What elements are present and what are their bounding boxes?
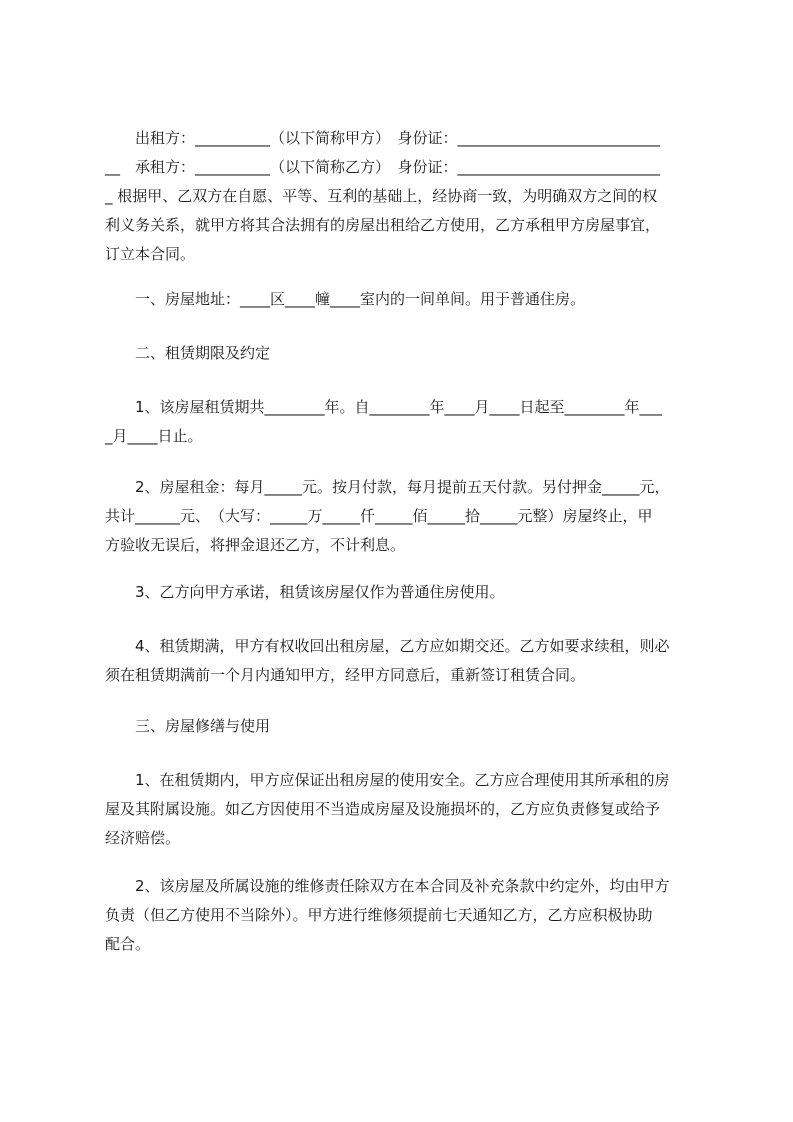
text-line: 三、房屋修缮与使用 [105,717,271,735]
text-line: 1、该房屋租赁期共________年。自________年____月____日起至________年___ [105,398,663,416]
text-line: _ 根据甲、乙双方在自愿、平等、互利的基础上，经协商一致，为明确双方之间的权 [105,187,658,205]
text-line: __ 承租方：__________（以下简称乙方） 身份证：___________________________ [105,158,661,176]
clause-2-3 [105,578,705,607]
clause-2-4 [105,632,705,690]
clause-3-2 [105,872,705,959]
text-line: 1、在租赁期内，甲方应保证出租房屋的使用安全。乙方应合理使用其所承租的房 [105,771,670,789]
text-line: 须在租赁期满前一个月内通知甲方，经甲方同意后，重新签订租赁合同。 [105,666,586,684]
clause-2-2 [105,473,705,560]
intro-paragraph [105,124,705,269]
text-line: 4、租赁期满，甲方有权收回出租房屋，乙方应如期交还。乙方如要求续租，则必 [105,637,670,655]
text-line: 二、租赁期限及约定 [105,344,271,362]
clause-2-1 [105,393,705,451]
text-line: 3、乙方向甲方承诺，租赁该房屋仅作为普通住房使用。 [105,583,505,601]
text-line: 利义务关系，就甲方将其合法拥有的房屋出租给乙方使用，乙方承租甲方房屋事宜， [105,216,661,234]
text-line: 出租方：__________（以下简称甲方） 身份证：___________________________ [105,129,661,147]
text-line: 负责（但乙方使用不当除外）。甲方进行维修须提前七天通知乙方，乙方应积极协助 [105,906,653,924]
text-line: 方验收无误后，将押金退还乙方，不计利息。 [105,536,406,554]
text-line: 订立本合同。 [105,245,196,263]
text-line: 一、房屋地址：____区____幢____室内的一间单间。用于普通住房。 [105,290,586,308]
section-2-heading [105,339,705,368]
section-3-heading [105,712,705,741]
clause-3-1 [105,766,705,853]
text-line: 2、该房屋及所属设施的维修责任除双方在本合同及补充条款中约定外，均由甲方 [105,877,670,895]
text-line: 共计______元、 （大写：_____万_____仟_____佰_____拾_____元整）房屋终止，甲 [105,507,653,525]
text-line: 配合。 [105,935,151,953]
section-1-address [105,285,705,314]
text-line: 屋及其附属设施。如乙方因使用不当造成房屋及设施损坏的，乙方应负责修复或给予 [105,800,661,818]
text-line: 2、房屋租金：每月_____元。按月付款，每月提前五天付款。另付押金_____元， [105,478,670,496]
text-line: _月____日止。 [105,427,203,445]
text-line: 经济赔偿。 [105,829,181,847]
